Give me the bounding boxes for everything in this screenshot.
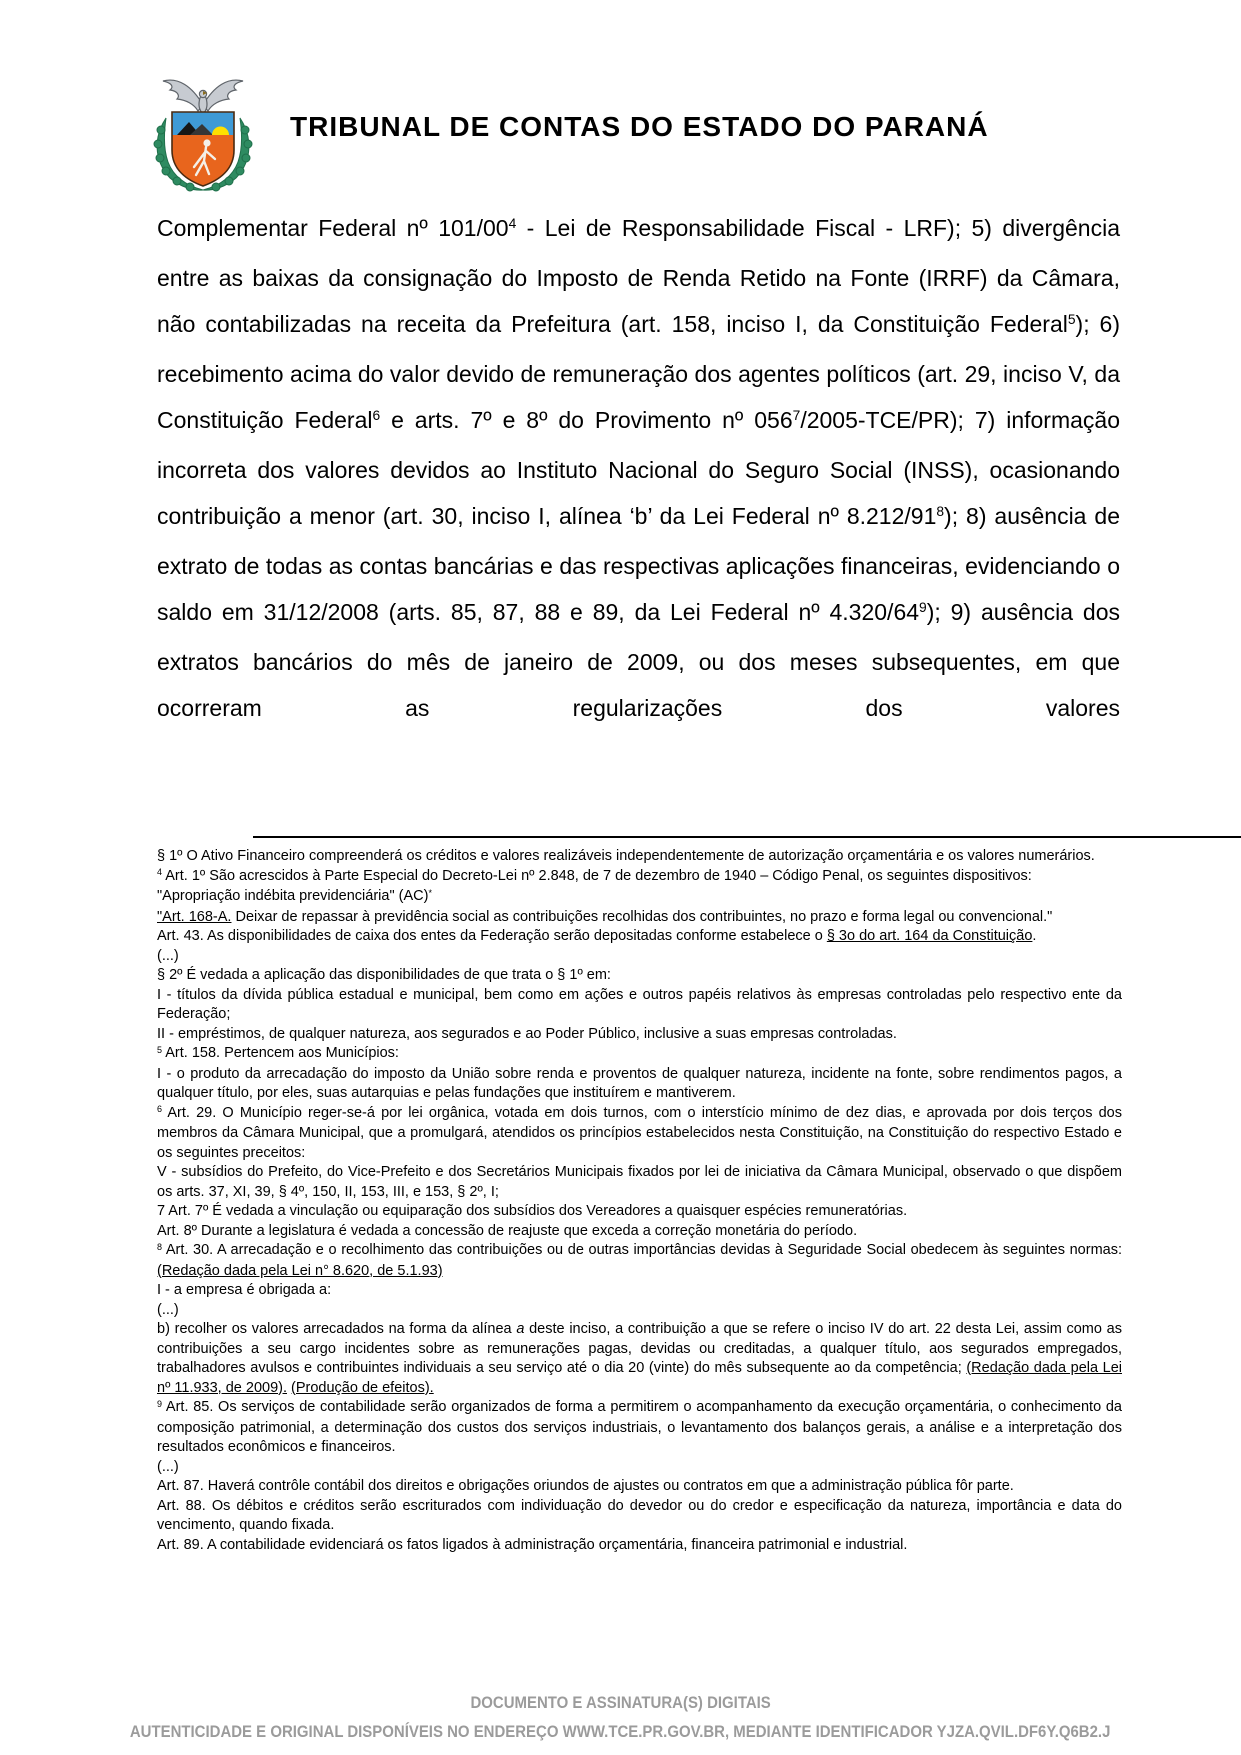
footnote-text: I - a empresa é obrigada a:	[157, 1282, 332, 1298]
footnote-paragraph	[157, 1104, 1122, 1164]
footnote-text: Art. 29. O Município reger-se-á por lei orgânica, votada em dois turnos, com o interstício mínimo de dez dias, e aprovada por dois terços dos membros da Câmara Municipal, que a promulgará, atendidos os princípios estabelecidos nesta Constituição, na Constituição do respectivo Estado e os seguintes preceitos:	[157, 1104, 1122, 1161]
footnote-paragraph	[157, 847, 1122, 867]
footnote-paragraph	[157, 927, 1122, 947]
footnote-text: Art. 87. Haverá contrôle contábil dos direitos e obrigações oriundos de ajustes ou contratos em que a administração pública fôr parte.	[157, 1478, 1014, 1494]
footnote-ref-7: 7	[792, 408, 801, 424]
footer-line-2	[0, 1722, 1241, 1742]
footnote-text: (...)	[157, 947, 179, 964]
footnote-text: "Apropriação indébita previdenciária" (AC)	[157, 888, 429, 904]
footnote-paragraph	[157, 867, 1122, 888]
footnote-text: § 1º O Ativo Financeiro compreenderá os créditos e valores realizáveis independentemente de autorização orçamentária e os valores numerários.	[157, 848, 1095, 864]
footnote-paragraph	[157, 1163, 1122, 1202]
footnote-text: (Redação dada pela Lei nº 11.933, de 2009).	[157, 1360, 1122, 1396]
body-text: - Lei de Responsabilidade Fiscal - LRF); 5) divergência entre as baixas da consignação do Imposto de Renda Retido na Fonte (IRRF) da Câmara, não contabilizadas na receita da Prefeitura (art. 158, inciso I, da Constituição Federal	[157, 215, 1120, 337]
footnote-paragraph	[157, 1065, 1122, 1104]
body-text: Complementar Federal nº 101/00	[157, 215, 509, 241]
footnote-paragraph	[157, 966, 1122, 986]
footnote-paragraph	[157, 1458, 1122, 1478]
footnote-text: (...)	[157, 1458, 179, 1475]
footnote-text: V - subsídios do Prefeito, do Vice-Prefeito e dos Secretários Municipais fixados por lei de iniciativa da Câmara Municipal, observado o que dispõem os arts. 37, XI, 39, § 4º, 150, II, 153, III, e 153, § 2º, I;	[157, 1164, 1122, 1200]
body-text: ); 9) ausência dos extratos bancários do mês de janeiro de 2009, ou dos meses subsequentes, em que ocorreram as regularizações dos valores	[157, 599, 1120, 721]
footnote-ref-5: 5	[1067, 312, 1076, 328]
footnote-marker-4: 4	[157, 867, 162, 878]
footnote-paragraph	[157, 1497, 1122, 1536]
footnote-text: Art. 158. Pertencem aos Municípios:	[162, 1045, 399, 1061]
footnote-separator	[253, 836, 1241, 838]
footer-text: AUTENTICIDADE E ORIGINAL DISPONÍVEIS NO ENDEREÇO WWW.TCE.PR.GOV.BR, MEDIANTE IDENTIFICADOR YJZA.QVIL.DF6Y.Q6B2.J	[130, 1722, 1111, 1741]
footnote-text: § 3o do art. 164 da Constituição	[826, 928, 1033, 944]
footnote-text: Art. 1º São acrescidos à Parte Especial do Decreto-Lei nº 2.848, de 7 de dezembro de 1940 – Código Penal, os seguintes dispositivos:	[162, 867, 1032, 884]
footnote-paragraph	[157, 908, 1122, 928]
footnote-text: "Art. 168-A.	[157, 908, 232, 925]
footnote-text: (...)	[157, 1301, 179, 1318]
footnote-paragraph	[157, 1301, 1122, 1321]
main-paragraph	[157, 205, 1120, 731]
footnote-text: a	[516, 1321, 525, 1337]
footnote-text: (Produção de efeitos).	[291, 1379, 434, 1396]
footnote-paragraph	[157, 947, 1122, 967]
footnote-text: Deixar de repassar à previdência social as contribuições recolhidas dos contribuintes, no prazo e forma legal ou convencional."	[231, 908, 1053, 925]
footnote-ref-9: 9	[919, 600, 927, 616]
parana-coat-of-arms-icon	[150, 74, 256, 194]
footnote-ref-8: 8	[936, 504, 945, 520]
footnote-paragraph	[157, 1202, 1122, 1222]
asterisk-marker: *	[428, 887, 432, 898]
body-text: ); 6) recebimento acima do valor devido de remuneração dos agentes políticos (art. 29, inciso V, da Constituição Federal	[157, 311, 1120, 433]
footnote-paragraph	[157, 1398, 1122, 1458]
footnote-text: Art. 88. Os débitos e créditos serão escriturados com individuação do devedor ou do credor e especificação da natureza, importância e data do vencimento, quando fixada.	[157, 1497, 1122, 1533]
footnote-paragraph	[157, 986, 1122, 1025]
footnote-paragraph	[157, 1241, 1122, 1281]
footnote-text: b) recolher os valores arrecadados na forma da alínea	[157, 1321, 517, 1337]
footnotes-section	[157, 847, 1122, 1555]
footnote-text: Art. 30. A arrecadação e o recolhimento das contribuições ou de outras importâncias devidas à Seguridade Social obedecem às seguintes normas:	[162, 1242, 1122, 1258]
footnote-text: Art. 89. A contabilidade evidenciará os fatos ligados à administração orçamentária, financeira patrimonial e industrial.	[157, 1536, 908, 1553]
footnote-text: I - títulos da dívida pública estadual e municipal, bem como em ações e outros papéis relativos às empresas controladas pelo respectivo ente da Federação;	[157, 986, 1122, 1022]
footnote-paragraph	[157, 1044, 1122, 1065]
footnote-text: § 2º É vedada a aplicação das disponibilidades de que trata o § 1º em:	[157, 967, 611, 983]
footnote-marker-5: 5	[157, 1044, 162, 1055]
footnote-paragraph	[157, 1222, 1122, 1242]
footnote-marker-6: 6	[157, 1104, 162, 1115]
footnote-paragraph	[157, 1025, 1122, 1045]
footnote-marker-8: 8	[157, 1241, 162, 1252]
body-text: ); 8) ausência de extrato de todas as contas bancárias e das respectivas aplicações financeiras, evidenciando o saldo em 31/12/2008 (arts. 85, 87, 88 e 89, da Lei Federal nº 4.320/64	[157, 503, 1120, 625]
footnote-text: .	[1032, 928, 1037, 944]
footnote-paragraph	[157, 887, 1122, 908]
footnote-paragraph	[157, 1281, 1122, 1301]
footnote-text: Art. 43. As disponibilidades de caixa dos entes da Federação serão depositadas conforme estabelece o	[157, 928, 827, 944]
footnote-marker-9: 9	[157, 1398, 162, 1409]
footnote-text: (Redação dada pela Lei n° 8.620, de 5.1.93)	[157, 1262, 443, 1279]
footnote-text: II - empréstimos, de qualquer natureza, aos segurados e ao Poder Público, inclusive a suas empresas controladas.	[157, 1025, 897, 1042]
footnote-paragraph	[157, 1477, 1122, 1497]
body-text: /2005-TCE/PR); 7) informação incorreta dos valores devidos ao Instituto Nacional do Seguro Social (INSS), ocasionando contribuição a menor (art. 30, inciso I, alínea ‘b’ da Lei Federal nº 8.212/91	[157, 407, 1120, 529]
footnote-paragraph	[157, 1536, 1122, 1556]
body-text: e arts. 7º e 8º do Provimento nº 056	[380, 407, 793, 433]
footnote-text: I - o produto da arrecadação do imposto da União sobre renda e proventos de qualquer natureza, incidente na fonte, sobre rendimentos pagos, a qualquer título, por eles, suas autarquias e pelas fundações que instituírem e mantiverem.	[157, 1065, 1122, 1101]
page-title: TRIBUNAL DE CONTAS DO ESTADO DO PARANÁ	[290, 111, 989, 142]
footnote-ref-6: 6	[372, 408, 381, 424]
footer-text: DOCUMENTO E ASSINATURA(S) DIGITAIS	[470, 1693, 771, 1712]
footer-line-1	[0, 1693, 1241, 1713]
footnote-text: Art. 8º Durante a legislatura é vedada a concessão de reajuste que exceda a correção monetária do período.	[157, 1222, 858, 1239]
footnote-text: Art. 85. Os serviços de contabilidade serão organizados de forma a permitirem o acompanhamento da execução orçamentária, o conhecimento da composição patrimonial, a determinação dos custos dos serviços industriais, o levantamento dos balanços gerais, a análise e a interpretação dos resultados econômicos e financeiros.	[157, 1399, 1122, 1455]
digital-signature-footer	[0, 1684, 1241, 1742]
footnote-paragraph	[157, 1320, 1122, 1398]
footnote-text: 7 Art. 7º É vedada a vinculação ou equiparação dos subsídios dos Vereadores a quaisquer espécies remuneratórias.	[157, 1203, 908, 1219]
footnote-text: deste inciso, a contribuição a que se refere o inciso IV do art. 22 desta Lei, assim como as contribuições a seu cargo incidentes sobre as remunerações pagas, devidas ou creditadas, a qualquer título, aos segurados empregados, trabalhadores avulsos e contribuintes individuais a seu serviço até o dia 20 (vinte) do mês subsequente ao da competência;	[157, 1321, 1122, 1376]
footnote-ref-4: 4	[508, 216, 517, 232]
